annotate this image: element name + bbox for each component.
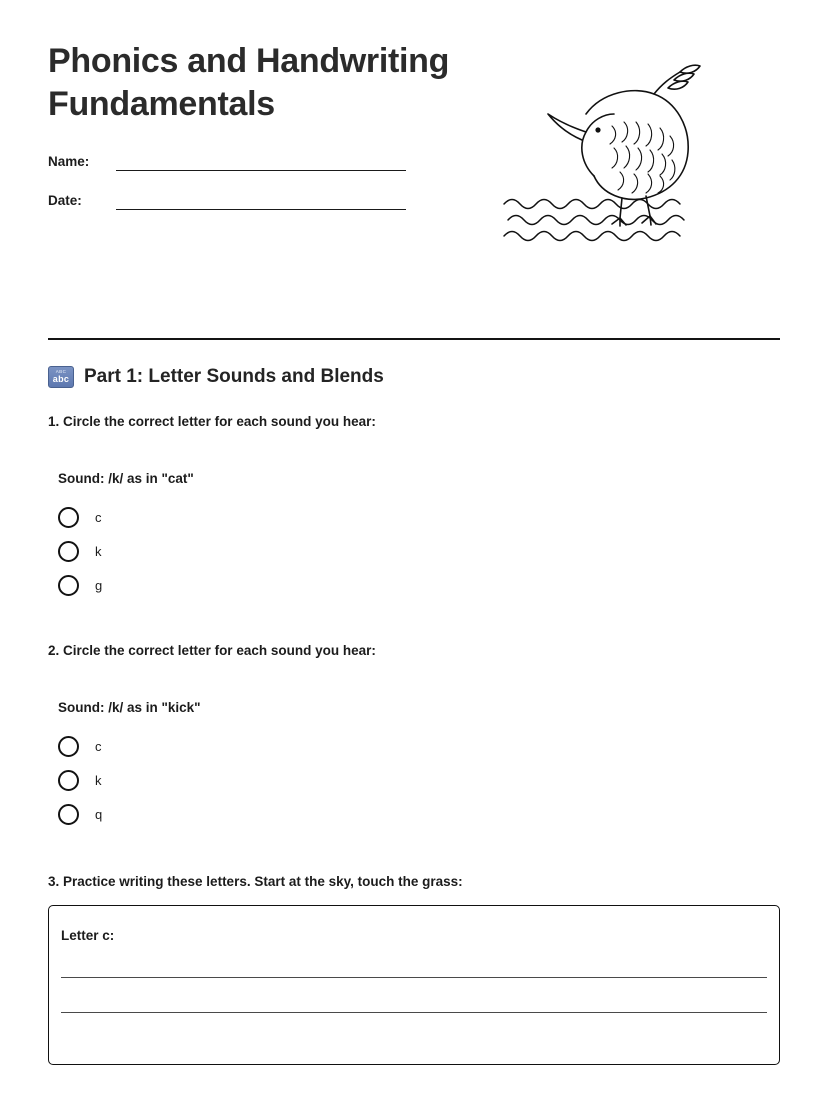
option-row[interactable] xyxy=(58,568,780,602)
option-label: c xyxy=(95,509,102,525)
option-row[interactable] xyxy=(58,797,780,831)
question-3 xyxy=(48,874,780,1065)
abc-icon-bottom-text: abc xyxy=(52,373,70,384)
question-2 xyxy=(48,643,780,831)
option-bubble-icon[interactable] xyxy=(58,541,79,562)
document-header xyxy=(48,0,780,270)
option-bubble-icon[interactable] xyxy=(58,736,79,757)
option-label: k xyxy=(95,543,102,559)
abc-icon-top-text: ABC xyxy=(55,369,67,375)
question-2-options xyxy=(48,729,780,831)
handwriting-line[interactable] xyxy=(61,977,767,978)
option-label: c xyxy=(95,738,102,754)
option-row[interactable] xyxy=(58,500,780,534)
option-bubble-icon[interactable] xyxy=(58,770,79,791)
option-label: q xyxy=(95,806,103,822)
option-bubble-icon[interactable] xyxy=(58,804,79,825)
option-row[interactable] xyxy=(58,534,780,568)
question-1-sound: Sound: /k/ as in "cat" xyxy=(58,471,194,486)
date-field-label: Date: xyxy=(48,192,82,208)
question-1-options xyxy=(48,500,780,602)
option-row[interactable] xyxy=(58,763,780,797)
name-field-label: Name: xyxy=(48,153,90,169)
question-2-prompt: 2. Circle the correct letter for each sound you hear: xyxy=(48,643,376,658)
question-1 xyxy=(48,414,780,602)
option-label: k xyxy=(95,772,102,788)
option-bubble-icon[interactable] xyxy=(58,507,79,528)
question-2-sound: Sound: /k/ as in "kick" xyxy=(58,700,201,715)
option-row[interactable] xyxy=(58,729,780,763)
date-input[interactable] xyxy=(116,195,406,210)
kiwi-bird-illustration xyxy=(494,52,744,252)
question-3-prompt: 3. Practice writing these letters. Start at the sky, touch the grass: xyxy=(48,874,463,889)
header-divider xyxy=(48,338,780,340)
section-heading xyxy=(48,366,780,388)
option-bubble-icon[interactable] xyxy=(58,575,79,596)
handwriting-line[interactable] xyxy=(61,1012,767,1013)
page-title: Phonics and Handwriting Fundamentals xyxy=(48,42,450,123)
practice-letter-label: Letter c: xyxy=(61,928,115,943)
section-title: Part 1: Letter Sounds and Blends xyxy=(84,366,384,387)
handwriting-practice-box[interactable] xyxy=(48,905,780,1065)
question-1-prompt: 1. Circle the correct letter for each sound you hear: xyxy=(48,414,376,429)
option-label: g xyxy=(95,577,103,593)
name-input[interactable] xyxy=(116,156,406,171)
abc-icon xyxy=(48,366,74,388)
